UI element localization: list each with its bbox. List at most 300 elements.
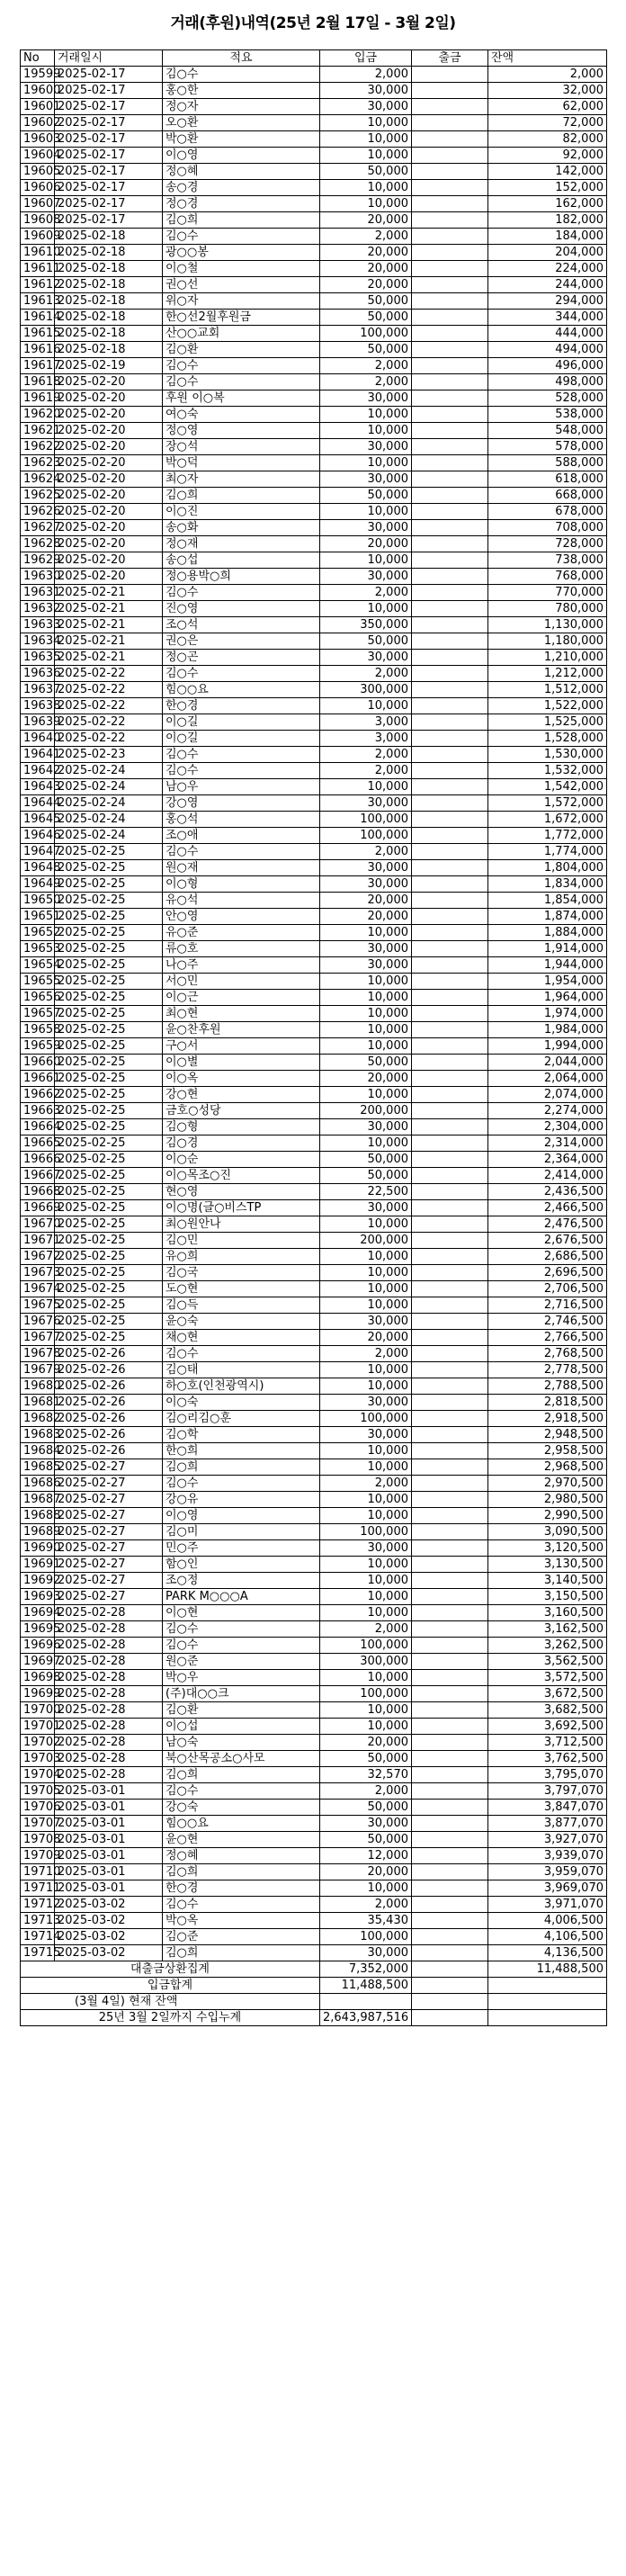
row-date: 2025-02-17 xyxy=(55,196,163,212)
row-desc: 송○경 xyxy=(163,180,320,196)
row-balance: 1,964,000 xyxy=(488,990,607,1006)
row-balance: 1,542,000 xyxy=(488,779,607,795)
row-withdrawal xyxy=(412,1913,488,1929)
row-date: 2025-02-27 xyxy=(55,1459,163,1476)
row-no: 19689 xyxy=(21,1524,55,1540)
row-balance: 1,522,000 xyxy=(488,698,607,714)
row-desc: 한○경 xyxy=(163,1880,320,1897)
row-withdrawal xyxy=(412,99,488,115)
row-desc: 최○자 xyxy=(163,471,320,488)
row-withdrawal xyxy=(412,1152,488,1168)
row-date: 2025-02-18 xyxy=(55,261,163,277)
row-date: 2025-02-26 xyxy=(55,1346,163,1362)
row-deposit: 20,000 xyxy=(320,536,412,552)
table-row xyxy=(21,1216,607,1233)
table-row xyxy=(21,1508,607,1524)
row-no: 19704 xyxy=(21,1767,55,1783)
table-row xyxy=(21,617,607,633)
row-withdrawal xyxy=(412,860,488,876)
row-balance: 2,414,000 xyxy=(488,1168,607,1184)
row-desc: 후원 이○복 xyxy=(163,390,320,407)
row-no: 19610 xyxy=(21,245,55,261)
row-desc: 하○호(인천광역시) xyxy=(163,1378,320,1395)
row-desc: 조○정 xyxy=(163,1573,320,1589)
table-row xyxy=(21,1314,607,1330)
row-balance: 3,120,500 xyxy=(488,1540,607,1557)
row-desc: 안○영 xyxy=(163,909,320,925)
row-no: 19709 xyxy=(21,1848,55,1864)
row-date: 2025-02-28 xyxy=(55,1735,163,1751)
row-date: 2025-02-25 xyxy=(55,1055,163,1071)
row-balance: 668,000 xyxy=(488,488,607,504)
table-row xyxy=(21,277,607,293)
row-balance: 4,006,500 xyxy=(488,1913,607,1929)
row-no: 19641 xyxy=(21,747,55,763)
row-balance: 3,969,070 xyxy=(488,1880,607,1897)
row-date: 2025-02-28 xyxy=(55,1767,163,1783)
row-desc: 현○영 xyxy=(163,1184,320,1200)
row-no: 19695 xyxy=(21,1621,55,1638)
row-desc: 김○희 xyxy=(163,1459,320,1476)
row-withdrawal xyxy=(412,439,488,455)
row-desc: 이○영 xyxy=(163,148,320,164)
summary-total-out xyxy=(412,1978,488,1994)
table-row xyxy=(21,1880,607,1897)
table-row xyxy=(21,1476,607,1492)
row-desc: 남○숙 xyxy=(163,1735,320,1751)
row-date: 2025-02-18 xyxy=(55,326,163,342)
row-withdrawal xyxy=(412,1735,488,1751)
row-no: 19694 xyxy=(21,1605,55,1621)
row-desc: 김○희 xyxy=(163,1864,320,1880)
row-balance: 2,044,000 xyxy=(488,1055,607,1071)
row-withdrawal xyxy=(412,1524,488,1540)
row-withdrawal xyxy=(412,601,488,617)
row-balance: 204,000 xyxy=(488,245,607,261)
table-row xyxy=(21,1152,607,1168)
row-date: 2025-02-21 xyxy=(55,601,163,617)
table-row xyxy=(21,1897,607,1913)
row-deposit: 30,000 xyxy=(320,83,412,99)
row-withdrawal xyxy=(412,925,488,941)
row-date: 2025-02-25 xyxy=(55,909,163,925)
row-deposit: 10,000 xyxy=(320,1880,412,1897)
table-row xyxy=(21,1573,607,1589)
row-balance: 1,672,000 xyxy=(488,812,607,828)
row-withdrawal xyxy=(412,1200,488,1216)
table-row xyxy=(21,115,607,131)
row-deposit: 30,000 xyxy=(320,1540,412,1557)
row-date: 2025-02-25 xyxy=(55,1152,163,1168)
row-desc: 이○영 xyxy=(163,1508,320,1524)
row-desc: 홍○한 xyxy=(163,83,320,99)
row-balance: 1,884,000 xyxy=(488,925,607,941)
row-desc: 최○원안나 xyxy=(163,1216,320,1233)
row-deposit: 50,000 xyxy=(320,1152,412,1168)
row-no: 19691 xyxy=(21,1557,55,1573)
table-row xyxy=(21,941,607,957)
row-withdrawal xyxy=(412,1395,488,1411)
row-withdrawal xyxy=(412,763,488,779)
row-withdrawal xyxy=(412,390,488,407)
row-desc: 윤○찬후원 xyxy=(163,1022,320,1038)
summary-cumulative-row xyxy=(21,2010,607,2026)
row-no: 19667 xyxy=(21,1168,55,1184)
row-withdrawal xyxy=(412,1055,488,1071)
row-date: 2025-02-25 xyxy=(55,1103,163,1119)
row-date: 2025-02-25 xyxy=(55,1087,163,1103)
row-date: 2025-02-18 xyxy=(55,310,163,326)
row-withdrawal xyxy=(412,310,488,326)
row-withdrawal xyxy=(412,1832,488,1848)
row-date: 2025-02-28 xyxy=(55,1605,163,1621)
row-desc: 정○자 xyxy=(163,99,320,115)
row-date: 2025-02-17 xyxy=(55,131,163,148)
row-no: 19638 xyxy=(21,698,55,714)
header-date: 거래일시 xyxy=(55,50,163,67)
row-balance: 2,778,500 xyxy=(488,1362,607,1378)
row-no: 19627 xyxy=(21,520,55,536)
row-date: 2025-02-25 xyxy=(55,1071,163,1087)
row-date: 2025-02-25 xyxy=(55,990,163,1006)
row-withdrawal xyxy=(412,909,488,925)
row-withdrawal xyxy=(412,374,488,390)
row-date: 2025-02-20 xyxy=(55,374,163,390)
row-withdrawal xyxy=(412,1816,488,1832)
row-deposit: 50,000 xyxy=(320,1055,412,1071)
row-balance: 3,160,500 xyxy=(488,1605,607,1621)
row-withdrawal xyxy=(412,423,488,439)
table-row xyxy=(21,439,607,455)
table-row xyxy=(21,1233,607,1249)
row-withdrawal xyxy=(412,698,488,714)
row-withdrawal xyxy=(412,1314,488,1330)
row-no: 19706 xyxy=(21,1800,55,1816)
row-balance: 3,262,500 xyxy=(488,1638,607,1654)
row-no: 19688 xyxy=(21,1508,55,1524)
row-desc: 김○리김○훈 xyxy=(163,1411,320,1427)
row-withdrawal xyxy=(412,585,488,601)
row-deposit: 10,000 xyxy=(320,504,412,520)
row-withdrawal xyxy=(412,1168,488,1184)
row-date: 2025-02-20 xyxy=(55,520,163,536)
row-withdrawal xyxy=(412,536,488,552)
row-date: 2025-02-17 xyxy=(55,99,163,115)
row-balance: 3,877,070 xyxy=(488,1816,607,1832)
row-no: 19631 xyxy=(21,585,55,601)
row-date: 2025-02-25 xyxy=(55,876,163,893)
row-withdrawal xyxy=(412,1621,488,1638)
row-withdrawal xyxy=(412,261,488,277)
row-deposit: 2,000 xyxy=(320,1621,412,1638)
row-balance: 2,706,500 xyxy=(488,1281,607,1297)
row-withdrawal xyxy=(412,1233,488,1249)
row-balance: 780,000 xyxy=(488,601,607,617)
row-date: 2025-02-25 xyxy=(55,1281,163,1297)
ledger-table xyxy=(20,49,607,2026)
table-row xyxy=(21,1055,607,1071)
row-balance: 3,572,500 xyxy=(488,1670,607,1686)
row-desc: 장○석 xyxy=(163,439,320,455)
row-withdrawal xyxy=(412,1330,488,1346)
row-no: 19713 xyxy=(21,1913,55,1929)
row-balance: 3,090,500 xyxy=(488,1524,607,1540)
row-withdrawal xyxy=(412,1346,488,1362)
row-deposit: 10,000 xyxy=(320,180,412,196)
row-desc: 김○환 xyxy=(163,342,320,358)
row-no: 19680 xyxy=(21,1378,55,1395)
row-deposit: 2,000 xyxy=(320,1346,412,1362)
row-balance: 728,000 xyxy=(488,536,607,552)
row-withdrawal xyxy=(412,326,488,342)
row-withdrawal xyxy=(412,212,488,229)
row-desc: 이○철 xyxy=(163,261,320,277)
row-deposit: 10,000 xyxy=(320,1719,412,1735)
row-withdrawal xyxy=(412,1249,488,1265)
row-deposit: 100,000 xyxy=(320,1929,412,1945)
table-row xyxy=(21,164,607,180)
row-date: 2025-02-21 xyxy=(55,650,163,666)
table-row xyxy=(21,747,607,763)
row-no: 19675 xyxy=(21,1297,55,1314)
row-withdrawal xyxy=(412,164,488,180)
row-date: 2025-02-25 xyxy=(55,1330,163,1346)
row-withdrawal xyxy=(412,1751,488,1767)
row-no: 19662 xyxy=(21,1087,55,1103)
row-no: 19700 xyxy=(21,1702,55,1719)
row-desc: 강○숙 xyxy=(163,1800,320,1816)
table-row xyxy=(21,1767,607,1783)
row-balance: 498,000 xyxy=(488,374,607,390)
row-no: 19677 xyxy=(21,1330,55,1346)
table-row xyxy=(21,1330,607,1346)
row-date: 2025-02-25 xyxy=(55,844,163,860)
table-row xyxy=(21,148,607,164)
row-desc: 김○환 xyxy=(163,1702,320,1719)
row-withdrawal xyxy=(412,1459,488,1476)
row-desc: 김○득 xyxy=(163,1297,320,1314)
row-balance: 2,788,500 xyxy=(488,1378,607,1395)
row-date: 2025-02-25 xyxy=(55,1265,163,1281)
row-no: 19671 xyxy=(21,1233,55,1249)
row-desc: 김○수 xyxy=(163,1897,320,1913)
row-no: 19629 xyxy=(21,552,55,569)
row-deposit: 30,000 xyxy=(320,1395,412,1411)
row-date: 2025-02-18 xyxy=(55,245,163,261)
row-date: 2025-02-28 xyxy=(55,1621,163,1638)
row-balance: 1,854,000 xyxy=(488,893,607,909)
row-date: 2025-02-28 xyxy=(55,1686,163,1702)
row-no: 19669 xyxy=(21,1200,55,1216)
row-withdrawal xyxy=(412,876,488,893)
row-balance: 62,000 xyxy=(488,99,607,115)
row-balance: 3,162,500 xyxy=(488,1621,607,1638)
row-balance: 2,304,000 xyxy=(488,1119,607,1135)
table-row xyxy=(21,698,607,714)
row-deposit: 200,000 xyxy=(320,1103,412,1119)
row-deposit: 30,000 xyxy=(320,390,412,407)
row-deposit: 10,000 xyxy=(320,698,412,714)
row-deposit: 10,000 xyxy=(320,1557,412,1573)
row-balance: 2,766,500 xyxy=(488,1330,607,1346)
row-balance: 2,436,500 xyxy=(488,1184,607,1200)
row-withdrawal xyxy=(412,650,488,666)
row-balance: 82,000 xyxy=(488,131,607,148)
row-desc: 김○수 xyxy=(163,747,320,763)
row-date: 2025-02-18 xyxy=(55,277,163,293)
row-deposit: 50,000 xyxy=(320,310,412,326)
row-no: 19678 xyxy=(21,1346,55,1362)
row-date: 2025-03-01 xyxy=(55,1864,163,1880)
row-desc: 김○수 xyxy=(163,1638,320,1654)
row-no: 19708 xyxy=(21,1832,55,1848)
table-row xyxy=(21,1638,607,1654)
table-row xyxy=(21,1702,607,1719)
row-withdrawal xyxy=(412,1103,488,1119)
row-desc: 금호○성당 xyxy=(163,1103,320,1119)
row-desc: 유○희 xyxy=(163,1249,320,1265)
table-row xyxy=(21,1751,607,1767)
row-desc: 정○재 xyxy=(163,536,320,552)
row-date: 2025-02-25 xyxy=(55,1135,163,1152)
row-withdrawal xyxy=(412,893,488,909)
row-deposit: 10,000 xyxy=(320,1135,412,1152)
row-withdrawal xyxy=(412,1362,488,1378)
row-withdrawal xyxy=(412,1605,488,1621)
row-balance: 1,994,000 xyxy=(488,1038,607,1055)
row-no: 19651 xyxy=(21,909,55,925)
row-desc: 김○수 xyxy=(163,1346,320,1362)
row-balance: 2,314,000 xyxy=(488,1135,607,1152)
table-row xyxy=(21,957,607,974)
row-desc: 윤○숙 xyxy=(163,1314,320,1330)
row-balance: 344,000 xyxy=(488,310,607,326)
row-no: 19664 xyxy=(21,1119,55,1135)
row-balance: 3,847,070 xyxy=(488,1800,607,1816)
row-balance: 1,772,000 xyxy=(488,828,607,844)
row-balance: 538,000 xyxy=(488,407,607,423)
row-withdrawal xyxy=(412,1557,488,1573)
row-withdrawal xyxy=(412,1443,488,1459)
row-balance: 3,682,500 xyxy=(488,1702,607,1719)
row-no: 19659 xyxy=(21,1038,55,1055)
row-desc: 김○수 xyxy=(163,374,320,390)
row-desc: 정○경 xyxy=(163,196,320,212)
row-no: 19633 xyxy=(21,617,55,633)
row-withdrawal xyxy=(412,1702,488,1719)
row-balance: 3,130,500 xyxy=(488,1557,607,1573)
row-deposit: 30,000 xyxy=(320,1200,412,1216)
table-row xyxy=(21,261,607,277)
row-no: 19611 xyxy=(21,261,55,277)
row-date: 2025-02-20 xyxy=(55,390,163,407)
row-date: 2025-02-26 xyxy=(55,1411,163,1427)
summary-current-out xyxy=(412,1994,488,2010)
row-balance: 2,696,500 xyxy=(488,1265,607,1281)
row-balance: 1,532,000 xyxy=(488,763,607,779)
table-row xyxy=(21,1071,607,1087)
row-deposit: 10,000 xyxy=(320,925,412,941)
row-balance: 2,686,500 xyxy=(488,1249,607,1265)
row-date: 2025-02-21 xyxy=(55,617,163,633)
row-withdrawal xyxy=(412,455,488,471)
header-balance: 잔액 xyxy=(488,50,607,67)
table-row xyxy=(21,196,607,212)
row-desc: 이○길 xyxy=(163,714,320,731)
row-withdrawal xyxy=(412,714,488,731)
table-row xyxy=(21,1929,607,1945)
row-desc: 윤○현 xyxy=(163,1832,320,1848)
row-desc: 강○영 xyxy=(163,795,320,812)
row-withdrawal xyxy=(412,1670,488,1686)
row-withdrawal xyxy=(412,844,488,860)
row-desc: 이○진 xyxy=(163,504,320,520)
table-row xyxy=(21,1346,607,1362)
row-balance: 3,795,070 xyxy=(488,1767,607,1783)
row-balance: 2,948,500 xyxy=(488,1427,607,1443)
row-deposit: 50,000 xyxy=(320,633,412,650)
row-desc: 구○서 xyxy=(163,1038,320,1055)
row-desc: 채○현 xyxy=(163,1330,320,1346)
row-deposit: 35,430 xyxy=(320,1913,412,1929)
row-desc: 나○주 xyxy=(163,957,320,974)
row-withdrawal xyxy=(412,229,488,245)
summary-loan-in: 7,352,000 xyxy=(320,1961,412,1978)
row-balance: 1,210,000 xyxy=(488,650,607,666)
row-balance: 528,000 xyxy=(488,390,607,407)
row-balance: 1,974,000 xyxy=(488,1006,607,1022)
row-deposit: 10,000 xyxy=(320,1508,412,1524)
row-deposit: 2,000 xyxy=(320,666,412,682)
row-date: 2025-02-20 xyxy=(55,407,163,423)
row-deposit: 2,000 xyxy=(320,1476,412,1492)
row-balance: 3,150,500 xyxy=(488,1589,607,1605)
table-row xyxy=(21,1945,607,1961)
row-balance: 588,000 xyxy=(488,455,607,471)
row-no: 19617 xyxy=(21,358,55,374)
row-no: 19697 xyxy=(21,1654,55,1670)
summary-current-in xyxy=(320,1994,412,2010)
row-no: 19665 xyxy=(21,1135,55,1152)
table-row xyxy=(21,229,607,245)
row-date: 2025-02-25 xyxy=(55,1038,163,1055)
row-date: 2025-02-18 xyxy=(55,293,163,310)
row-desc: 이○섭 xyxy=(163,1719,320,1735)
row-deposit: 10,000 xyxy=(320,1459,412,1476)
table-row xyxy=(21,1557,607,1573)
row-date: 2025-02-19 xyxy=(55,358,163,374)
row-withdrawal xyxy=(412,941,488,957)
table-row xyxy=(21,1087,607,1103)
row-deposit: 2,000 xyxy=(320,1783,412,1800)
row-date: 2025-02-27 xyxy=(55,1573,163,1589)
row-balance: 1,525,000 xyxy=(488,714,607,731)
row-deposit: 2,000 xyxy=(320,1897,412,1913)
row-no: 19710 xyxy=(21,1864,55,1880)
row-balance: 1,914,000 xyxy=(488,941,607,957)
header-desc: 적요 xyxy=(163,50,320,67)
row-desc: 김○경 xyxy=(163,1135,320,1152)
table-row xyxy=(21,390,607,407)
row-date: 2025-02-26 xyxy=(55,1362,163,1378)
table-row xyxy=(21,990,607,1006)
row-desc: 산○○교회 xyxy=(163,326,320,342)
row-deposit: 30,000 xyxy=(320,795,412,812)
row-desc: 진○영 xyxy=(163,601,320,617)
table-row xyxy=(21,844,607,860)
row-no: 19624 xyxy=(21,471,55,488)
row-desc: 권○은 xyxy=(163,633,320,650)
